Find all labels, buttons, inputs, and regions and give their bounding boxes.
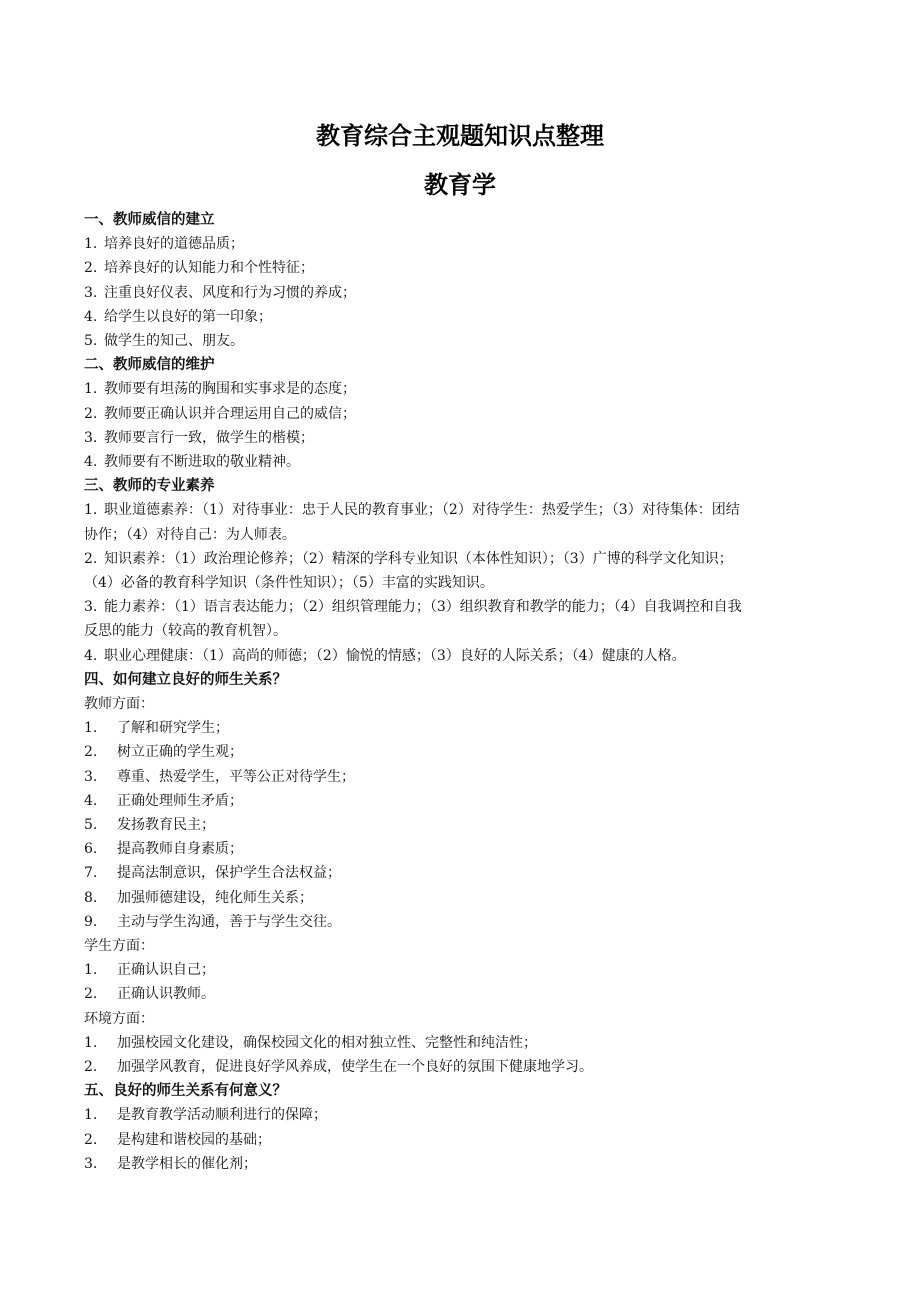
item-text: 职业心理健康：（1）高尚的师德；（2）愉悦的情感；（3）良好的人际关系；（4）健康的人格。 bbox=[104, 647, 686, 664]
item-text: 能力素养：（1）语言表达能力；（2）组织管理能力；（3）组织教育和教学的能力；（4）自我调控和自我 bbox=[104, 599, 742, 616]
section-heading: 五、良好的师生关系有何意义？ bbox=[84, 1083, 287, 1100]
item-number: 3. bbox=[84, 429, 98, 446]
list-item bbox=[84, 716, 840, 740]
list-item bbox=[84, 1103, 840, 1127]
item-text: 教师要言行一致，做学生的楷模； bbox=[104, 429, 314, 446]
item-text: 培养良好的道德品质； bbox=[104, 236, 244, 253]
paragraph-line bbox=[84, 547, 840, 571]
paragraph-line bbox=[84, 498, 840, 522]
list-item bbox=[84, 740, 840, 764]
list-item bbox=[84, 1055, 840, 1079]
list-item bbox=[84, 765, 840, 789]
item-number: 7. bbox=[84, 865, 98, 882]
item-text: 培养良好的认知能力和个性特征； bbox=[104, 260, 314, 277]
item-text: 正确认识教师。 bbox=[117, 986, 215, 1003]
item-text: 教师要有坦荡的胸围和实事求是的态度； bbox=[104, 381, 356, 398]
list-item bbox=[84, 256, 840, 280]
section-heading: 一、教师威信的建立 bbox=[84, 212, 215, 228]
list-item bbox=[84, 910, 840, 934]
item-text: 了解和研究学生； bbox=[117, 720, 229, 737]
item-text: 加强学风教育，促进良好学风养成，使学生在一个良好的氛围下健康地学习。 bbox=[117, 1059, 593, 1076]
item-number: 5. bbox=[84, 817, 98, 834]
paragraph-continuation: 反思的能力（较高的教育机智）。 bbox=[84, 623, 287, 640]
item-number: 2. bbox=[84, 260, 98, 277]
item-number: 3. bbox=[84, 768, 98, 785]
item-text: 职业道德素养：（1）对待事业：忠于人民的教育事业；（2）对待学生：热爱学生；（3）对待集体：团结 bbox=[104, 502, 740, 519]
section-heading: 三、教师的专业素养 bbox=[84, 478, 215, 495]
paragraph-item bbox=[84, 498, 840, 546]
item-number: 1. bbox=[84, 502, 98, 519]
document-title: 教育综合主观题知识点整理 bbox=[316, 122, 604, 150]
subsection-label: 环境方面： bbox=[84, 1010, 154, 1027]
item-text: 做学生的知己、朋友。 bbox=[104, 333, 244, 349]
item-number: 1. bbox=[84, 381, 98, 398]
paragraph-continuation: 协作；（4）对待自己：为人师表。 bbox=[84, 526, 296, 543]
list-item bbox=[84, 886, 840, 910]
item-number: 2. bbox=[84, 744, 98, 761]
list-item bbox=[84, 861, 840, 885]
list-item bbox=[84, 329, 840, 353]
item-number: 3. bbox=[84, 284, 98, 301]
document-subtitle: 教育学 bbox=[424, 171, 496, 199]
item-number: 2. bbox=[84, 1131, 98, 1148]
item-number: 5. bbox=[84, 333, 98, 349]
paragraph-line bbox=[84, 644, 840, 668]
document-body bbox=[84, 208, 840, 1176]
item-number: 2. bbox=[84, 550, 98, 567]
item-number: 3. bbox=[84, 1155, 98, 1172]
item-number: 2. bbox=[84, 405, 98, 422]
item-text: 正确认识自己； bbox=[117, 962, 215, 979]
item-text: 教师要有不断进取的敬业精神。 bbox=[104, 454, 300, 470]
list-item bbox=[84, 837, 840, 861]
item-number: 2. bbox=[84, 1059, 98, 1076]
item-text: 提高教师自身素质； bbox=[117, 841, 243, 858]
list-item bbox=[84, 426, 840, 450]
list-item bbox=[84, 305, 840, 329]
subsection-label: 学生方面： bbox=[84, 938, 154, 955]
list-item bbox=[84, 402, 840, 426]
item-number: 3. bbox=[84, 599, 98, 616]
item-text: 树立正确的学生观； bbox=[117, 744, 243, 761]
item-number: 9. bbox=[84, 913, 98, 930]
item-text: 给学生以良好的第一印象； bbox=[104, 308, 272, 325]
item-number: 8. bbox=[84, 889, 98, 906]
item-text: 发扬教育民主； bbox=[117, 817, 215, 834]
item-text: 主动与学生沟通，善于与学生交往。 bbox=[117, 913, 341, 930]
item-text: 注重良好仪表、风度和行为习惯的养成； bbox=[104, 284, 356, 301]
item-text: 尊重、热爱学生，平等公正对待学生； bbox=[117, 768, 355, 785]
list-item bbox=[84, 1152, 840, 1176]
paragraph-item bbox=[84, 644, 840, 668]
section-heading: 四、如何建立良好的师生关系？ bbox=[84, 671, 287, 688]
item-number: 4. bbox=[84, 792, 98, 809]
list-item bbox=[84, 377, 840, 401]
section-heading: 二、教师威信的维护 bbox=[84, 357, 215, 374]
item-text: 是构建和谐校园的基础； bbox=[117, 1131, 271, 1148]
item-text: 加强师德建设，纯化师生关系； bbox=[117, 889, 313, 906]
item-number: 1. bbox=[84, 962, 98, 979]
list-item bbox=[84, 450, 840, 474]
paragraph-continuation: （4）必备的教育科学知识（条件性知识）；（5）丰富的实践知识。 bbox=[84, 575, 494, 591]
item-number: 4. bbox=[84, 308, 98, 325]
item-number: 2. bbox=[84, 986, 98, 1003]
list-item bbox=[84, 958, 840, 982]
subsection-label: 教师方面： bbox=[84, 696, 154, 712]
item-number: 4. bbox=[84, 647, 98, 664]
item-number: 4. bbox=[84, 454, 98, 470]
item-text: 是教学相长的催化剂； bbox=[117, 1155, 257, 1172]
list-item bbox=[84, 281, 840, 305]
item-number: 6. bbox=[84, 841, 98, 858]
item-text: 正确处理师生矛盾； bbox=[117, 792, 243, 809]
list-item bbox=[84, 982, 840, 1006]
item-text: 教师要正确认识并合理运用自己的威信； bbox=[104, 405, 356, 422]
list-item bbox=[84, 1128, 840, 1152]
item-number: 1. bbox=[84, 720, 98, 737]
item-text: 加强校园文化建设，确保校园文化的相对独立性、完整性和纯洁性； bbox=[117, 1034, 537, 1051]
item-number: 1. bbox=[84, 1107, 98, 1124]
paragraph-item bbox=[84, 547, 840, 595]
item-text: 提高法制意识，保护学生合法权益； bbox=[117, 865, 341, 882]
paragraph-item bbox=[84, 595, 840, 643]
list-item bbox=[84, 789, 840, 813]
item-number: 1. bbox=[84, 236, 98, 253]
item-text: 是教育教学活动顺利进行的保障； bbox=[117, 1107, 327, 1124]
paragraph-line bbox=[84, 595, 840, 619]
list-item bbox=[84, 1031, 840, 1055]
list-item bbox=[84, 232, 840, 256]
list-item bbox=[84, 813, 840, 837]
item-text: 知识素养：（1）政治理论修养；（2）精深的学科专业知识（本体性知识）；（3）广博的科学文化知识； bbox=[104, 550, 733, 567]
item-number: 1. bbox=[84, 1034, 98, 1051]
